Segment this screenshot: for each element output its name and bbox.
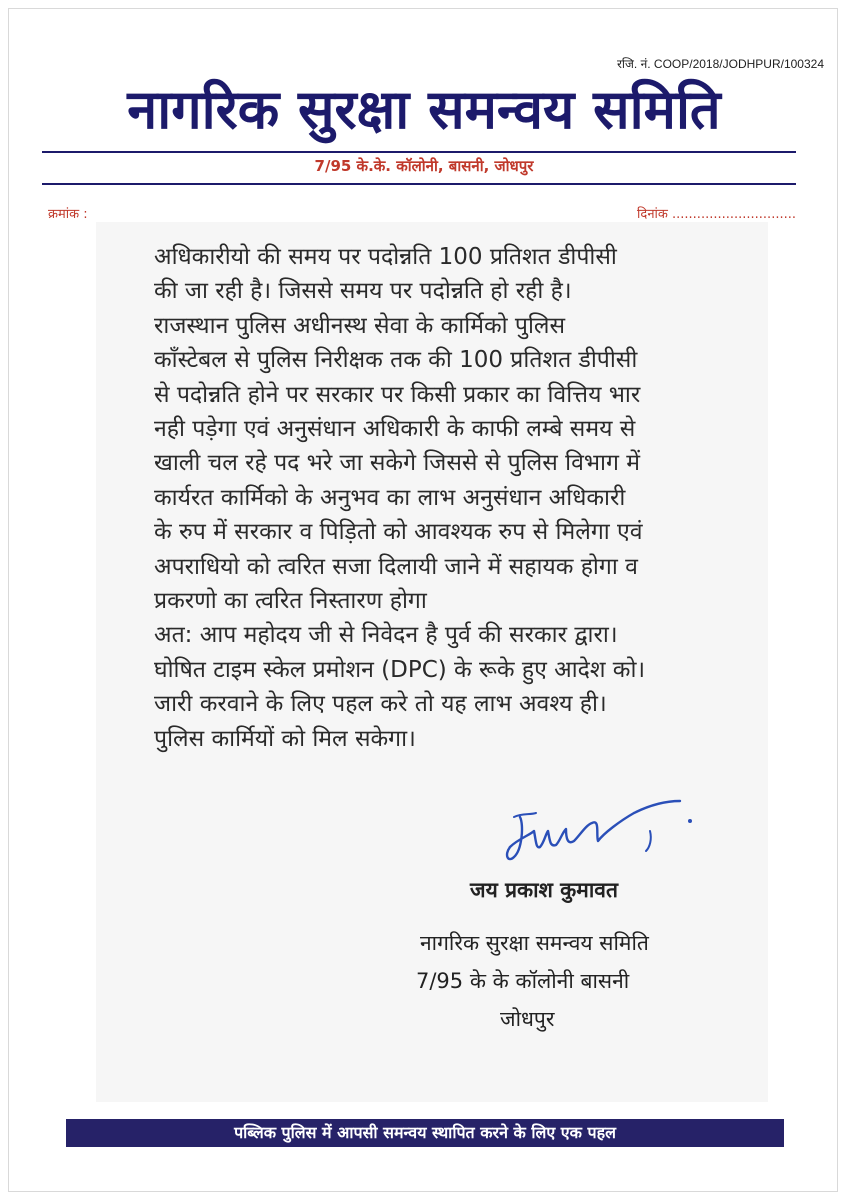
- handwritten-signature: [500, 795, 710, 875]
- date-label: दिनांक ..............................: [637, 207, 796, 222]
- letter-line: के रुप में सरकार व पिड़ितो को आवश्यक रुप से मिलेगा एवं: [154, 519, 643, 546]
- organization-title: नागरिक सुरक्षा समन्वय समिति: [127, 78, 721, 141]
- letter-line: अपराधियो को त्वरित सजा दिलायी जाने में सहायक होगा व: [154, 553, 638, 580]
- footer-tagline-banner: पब्लिक पुलिस में आपसी समन्वय स्थापित करने के लिए एक पहल: [66, 1119, 784, 1147]
- signatory-block: [416, 924, 649, 1038]
- reference-number-label: क्रमांक :: [48, 207, 88, 222]
- signatory-city: जोधपुर: [500, 1007, 555, 1031]
- letter-line: पुलिस कार्मियों को मिल सकेगा।: [154, 725, 416, 752]
- header-divider-bottom: [42, 183, 796, 185]
- letter-line: काँस्टेबल से पुलिस निरीक्षक तक की 100 प्रतिशत डीपीसी: [154, 347, 638, 374]
- letter-line: राजस्थान पुलिस अधीनस्थ सेवा के कार्मिको पुलिस: [154, 312, 566, 339]
- letter-line: जारी करवाने के लिए पहल करे तो यह लाभ अवश्य ही।: [154, 691, 607, 718]
- letter-line: अत: आप महोदय जी से निवेदन है पुर्व की सरकार द्वारा।: [154, 622, 618, 649]
- letter-line: अधिकारीयो की समय पर पदोन्नति 100 प्रतिशत डीपीसी: [154, 244, 617, 270]
- letter-line: घोषित टाइम स्केल प्रमोशन (DPC) के रूके हुए आदेश को।: [154, 656, 646, 683]
- letter-line: की जा रही है। जिससे समय पर पदोन्नति हो रही है।: [154, 278, 572, 305]
- signatory-address: 7/95 के के कॉलोनी बासनी: [416, 969, 630, 993]
- letter-body: [154, 240, 754, 756]
- signatory-name: जय प्रकाश कुमावत: [470, 878, 618, 902]
- letter-line: प्रकरणो का त्वरित निस्तारण होगा: [154, 588, 427, 615]
- letter-line: से पदोन्नति होने पर सरकार पर किसी प्रकार का वित्तिय भार: [154, 381, 641, 408]
- letter-line: कार्यरत कार्मिको के अनुभव का लाभ अनुसंधान अधिकारी: [154, 484, 626, 511]
- signatory-organization: नागरिक सुरक्षा समन्वय समिति: [420, 931, 649, 955]
- header-divider-top: [42, 151, 796, 153]
- letter-line: खाली चल रहे पद भरे जा सकेगे जिससे से पुलिस विभाग में: [154, 450, 641, 477]
- registration-number: रजि. नं. COOP/2018/JODHPUR/100324: [617, 57, 824, 71]
- letter-line: नही पड़ेगा एवं अनुसंधान अधिकारी के काफी लम्बे समय से: [154, 416, 636, 443]
- organization-address: 7/95 के.के. कॉलोनी, बासनी, जोधपुर: [314, 157, 534, 175]
